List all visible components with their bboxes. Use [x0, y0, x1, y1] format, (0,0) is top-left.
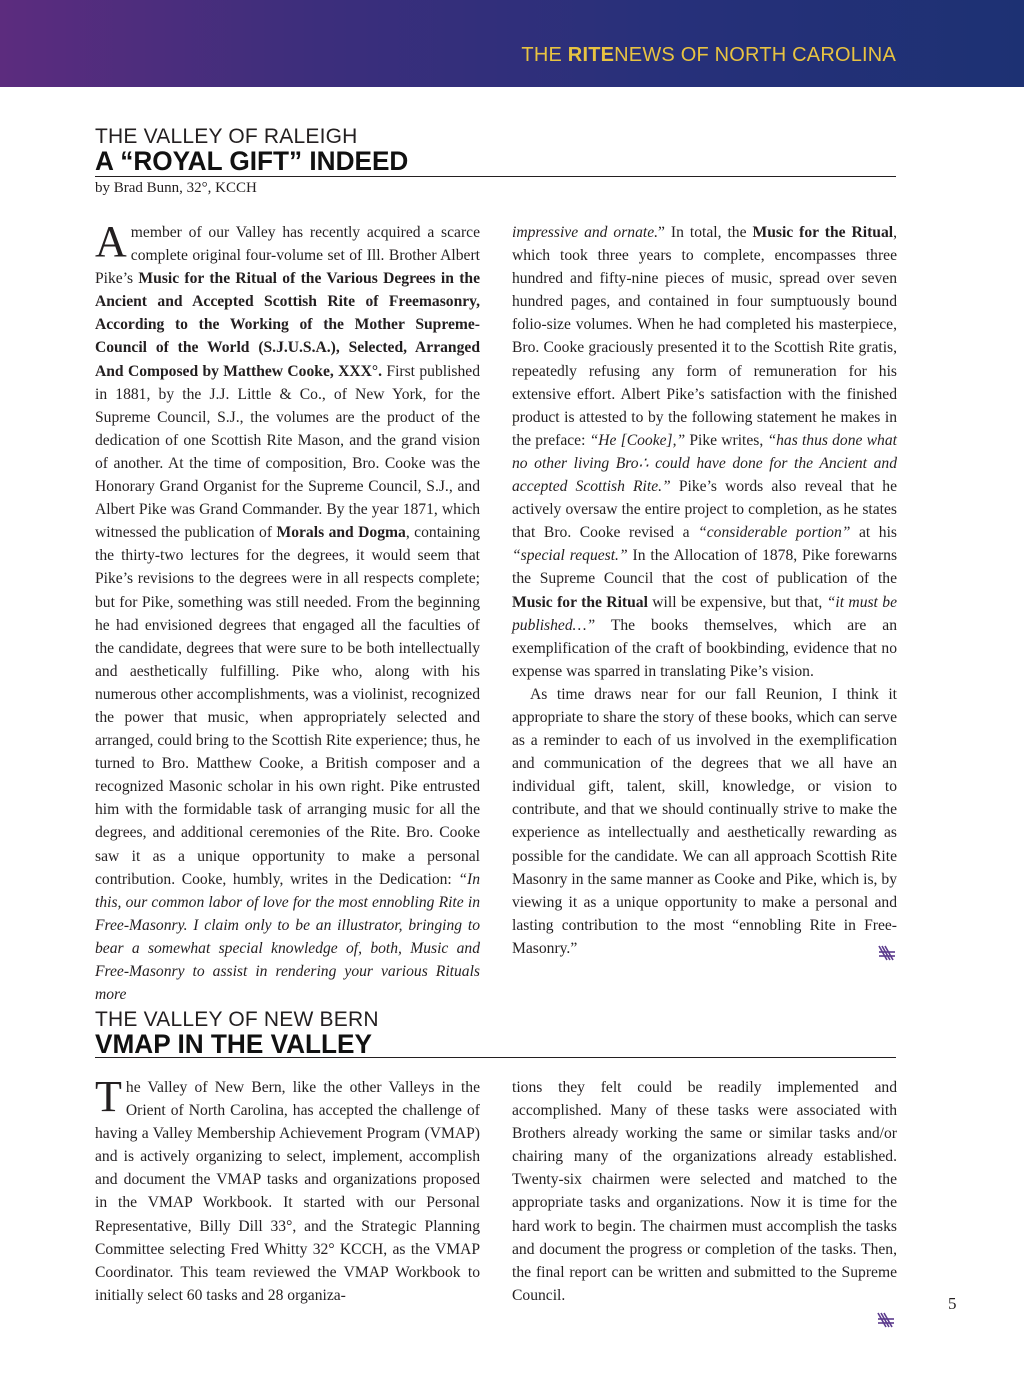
book-title: Music for the Ritual of the Various Degrees in the Ancient and Accepted Scottish Rite of Freemasonry, According to the Working of the Mother Supreme-Council of the World (S.J.U.S.A.), Selected, Arranged And Composed by Matthew Cooke, XXX°.: [95, 270, 480, 380]
masthead: THE RITENEWS OF NORTH CAROLINA: [521, 44, 896, 66]
end-mark-icon: [876, 1311, 896, 1329]
article1-kicker: THE VALLEY OF RALEIGH: [95, 125, 358, 148]
article1-column-1: A member of our Valley has recently acquired a scarce complete original four-volume set of Ill. Brother Albert Pike’s Music for the Ritual of the Various Degrees in the Ancient and Accepted Scottish Rite of Freemasonry, According to the Working of the Mother Supreme-Council of the World (S.J.U.S.A.), Selected, Arranged And Composed by Matthew Cooke, XXX°. First published in 1881, by the J.J. Little & Co., of New York, for the Supreme Council, S.J., the volumes are the product of the dedication of one Scottish Rite Mason, and the grand vision of another. At the time of composition, Bro. Cooke was the Honorary Grand Organist for the Supreme Council, S.J., and Albert Pike was Grand Commander. By the year 1871, which witnessed the publication of Morals and Dogma, containing the thirty-two lectures for the degrees, it would seem that Pike’s revisions to the degrees were in all respects complete; but for Pike, something was still needed. From the beginning he had envisioned degrees that engaged all the faculties of the candidate, degrees that were sure to be both intellectually and aesthetically fulfilling. Pike who, along with his numerous other accomplishments, was a violinist, recognized the power that music, when appropriately selected and arranged, could bring to the Scottish Rite experience; thus, he turned to Bro. Matthew Cooke, a British composer and a recognized Masonic scholar in his own right. Pike entrusted him with the formidable task of arranging music for all the degrees, and additional ceremonies of the Rite. Bro. Cooke saw it as a unique opportunity to make a personal contribution. Cooke, humbly, writes in the Dedication: “In this, our common labor of love for the most ennobling Rite in Free-Masonry. I claim only to be an illustrator, bringing to bear a somewhat special knowledge of, both, Music and Free-Masonry to assist in rendering your various Rituals more: [95, 217, 481, 1004]
article1-rule: [95, 176, 896, 177]
article2-column-2: tions they felt could be readily implemented and accomplished. Many of these tasks were associated with Brothers already working the same or similar tasks and/or chairing many of the organizations already established. Twenty-six chairmen were selected and matched to the appropriate tasks and organizations. Now it is time for the hard work to begin. The chairmen must accomplish the tasks and document the progress or completion of the tasks. Then, the final report can be written and submitted to the Supreme Council.: [512, 1079, 897, 1304]
article1-byline: by Brad Bunn, 32°, KCCH: [95, 180, 257, 196]
masthead-rite: RITE: [567, 44, 615, 66]
article1-headline: A “ROYAL GIFT” INDEED: [95, 146, 409, 176]
morals-and-dogma: Morals and Dogma: [276, 524, 406, 542]
article2-headline: VMAP IN THE VALLEY: [95, 1029, 372, 1059]
dedication-quote: “In this, our common labor of love for the most ennobling Rite in Free-Masonry. I claim only to be an illustrator, bringing to bear a somewhat special knowledge of, both, Music and Free-Masonry to assist in rendering your various Rituals more: [95, 870, 480, 1004]
article1-dropcap: A: [95, 217, 127, 266]
article2-column-1: The Valley of New Bern, like the other Valleys in the Orient of North Carolina, has accepted the challenge of having a Valley Membership Achievement Program (VMAP) and is actively organizing to select, implement, accomplish and document the VMAP tasks and organizations proposed in the VMAP Workbook. It started with our Personal Representative, Billy Dill 33°, and the Strategic Planning Committee selecting Fred Whitty 32° KCCH, as the VMAP Coordinator. This team reviewed the VMAP Workbook to initially select 60 tasks and 28 organiza-: [95, 1072, 480, 1304]
article1-column-2: impressive and ornate.” In total, the Music for the Ritual, which took three years to complete, encompasses three hundred and fifty-nine pieces of music, spread over seven hundred pages, and contained in four sumptuously bound folio-size volumes. When he had completed his masterpiece, Bro. Cooke graciously presented it to the Scottish Rite gratis, repeatedly refusing any form of remuneration for his extensive effort. Albert Pike’s satisfaction with the finished product is attested to by the following statement he makes in the preface: “He [Cooke],” Pike writes, “has thus done what no other living Bro∴ could have done for the Ancient and accepted Scottish Rite.” Pike’s words also reveal that he actively oversaw the entire project to completion, as he states that Bro. Cooke revised a “considerable portion” at his “special request.” In the Allocation of 1878, Pike forewarns the Supreme Council that the cost of publication of the Music for the Ritual will be expensive, but that, “it must be published…” The books themselves, which are an exemplification of the craft of bookbinding, evidence that no expense was sparred in translating Pike’s vision. As time draws near for our fall Reunion, I think it appropriate to share the story of these books, which can serve as a reminder to each of us involved in the exemplification and communication of the degrees that we all have an individual gift, talent, skill, knowledge, or vision to contribute, and that we should continually strive to make the experience as intellectually and aesthetically rewarding as possible for the candidate. We can all approach Scottish Rite Masonry in the same manner as Cooke and Pike, which is, by viewing it as a unique opportunity to make a personal and lasting contribution to the most “ennobling Rite in Free-Masonry.”: [512, 221, 897, 962]
end-mark-icon: [877, 944, 897, 962]
page-number: 5: [948, 1294, 957, 1313]
article2-rule: [95, 1057, 896, 1058]
article2-kicker: THE VALLEY OF NEW BERN: [95, 1008, 379, 1031]
article2-dropcap: T: [95, 1072, 122, 1121]
